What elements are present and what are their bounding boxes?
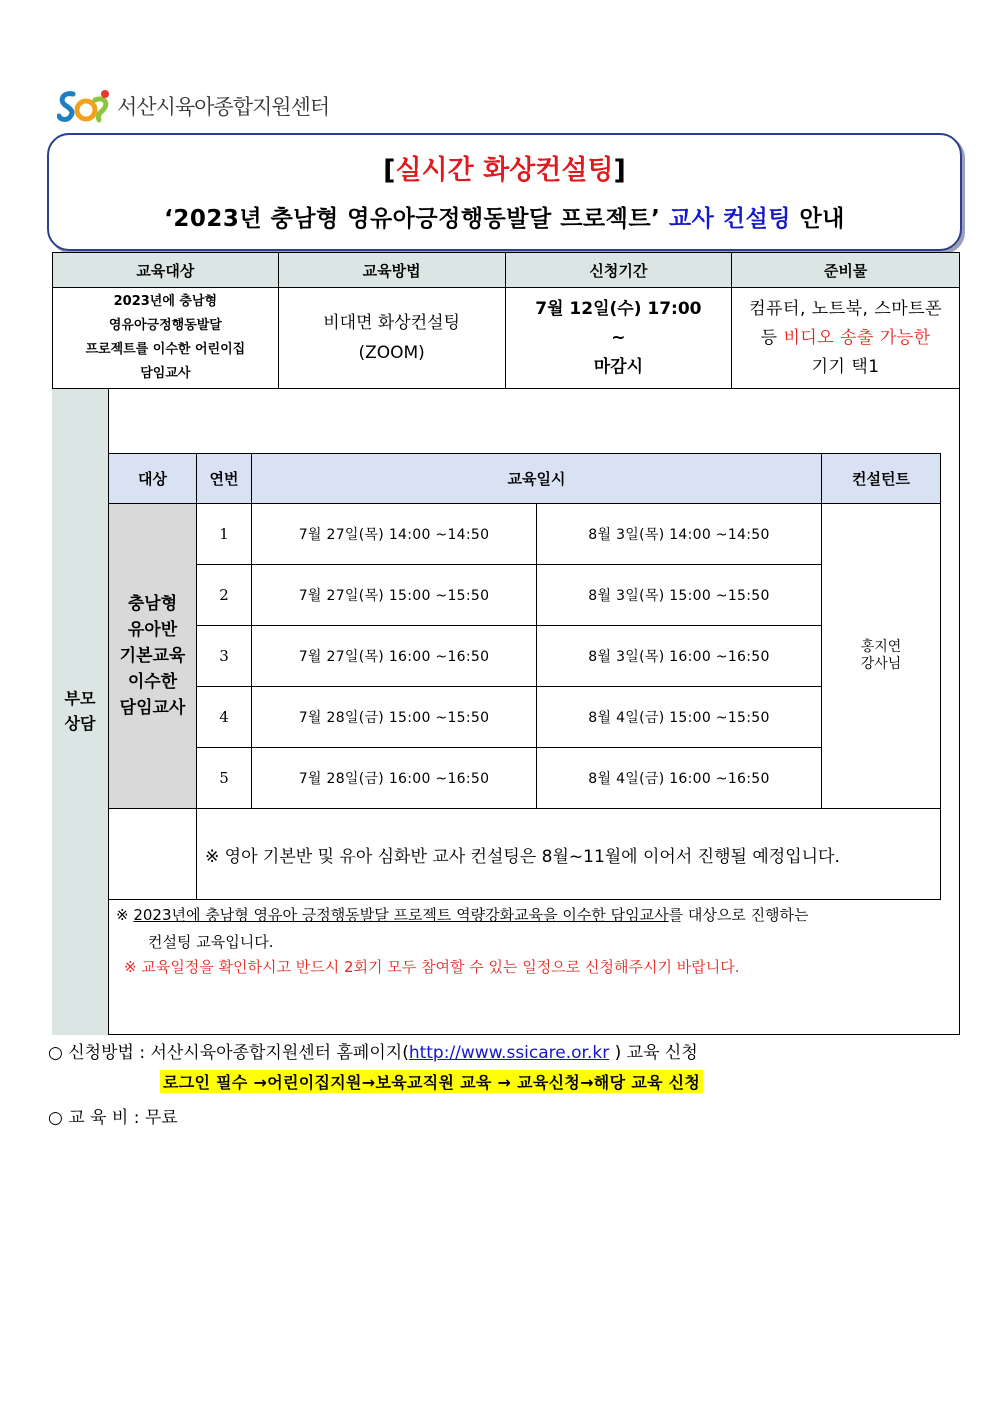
sched-group: [109, 504, 197, 809]
prep-line: [732, 324, 959, 353]
target-line: 프로젝트를 이수한 어린이집: [85, 342, 246, 357]
group-line: 이수한: [127, 672, 178, 692]
group-line: 충남형: [127, 594, 178, 614]
org-logo: [57, 88, 329, 124]
sched-header-datetime: 교육일시: [252, 454, 822, 504]
homepage-link[interactable]: http://www.ssicare.or.kr: [408, 1043, 610, 1063]
consultant-line: 강사님: [860, 656, 902, 672]
page-subtitle: [47, 200, 962, 233]
info-header-target: 교육대상: [53, 253, 279, 288]
sched-date2: 8월 4일(금) 16:00 ~16:50: [537, 748, 822, 809]
title-main: 실시간 화상컨설팅: [395, 155, 614, 186]
prep-highlight: 비디오 송출 가능한: [783, 327, 931, 348]
sched-date2: 8월 4일(금) 15:00 ~15:50: [537, 687, 822, 748]
schedule-table: [108, 453, 941, 900]
subtitle-highlight: 교사 컨설팅: [668, 206, 791, 232]
sched-no: 4: [197, 687, 252, 748]
sched-no: 3: [197, 626, 252, 687]
sched-header-target: 대상: [109, 454, 197, 504]
education-fee: ○ 교 육 비 : 무료: [48, 1108, 178, 1128]
note-target: [116, 902, 956, 956]
info-header-method: 교육방법: [278, 253, 505, 288]
info-period: [505, 288, 732, 389]
info-header-prep: 준비물: [732, 253, 960, 288]
apply-steps: 로그인 필수 →어린이집지원→보육교직원 교육 → 교육신청→해당 교육 신청: [160, 1070, 703, 1093]
sched-notice-blank: [109, 809, 197, 900]
note-underline: 2023년에 충남형 영유아 긍정행동발달 프로젝트 역량강화교육을 이수한 담임교사: [133, 906, 669, 924]
sched-date1: 7월 27일(목) 16:00 ~16:50: [252, 626, 537, 687]
sched-notice: ※ 영아 기본반 및 유아 심화반 교사 컨설팅은 8월~11월에 이어서 진행될 예정입니다.: [197, 809, 941, 900]
sched-no: 2: [197, 565, 252, 626]
sched-no: 5: [197, 748, 252, 809]
side-label-line: 상담: [64, 714, 96, 733]
note-mark: ※: [116, 906, 134, 924]
sched-header-consultant: 컨설턴트: [822, 454, 941, 504]
sched-date2: 8월 3일(목) 15:00 ~15:50: [537, 565, 822, 626]
apply-method: [48, 1038, 698, 1063]
period-line: 7월 12일(수) 17:00: [535, 298, 702, 319]
period-line: ~: [611, 327, 626, 348]
method-line: 비대면 화상컨설팅: [323, 313, 460, 333]
subtitle-main: ‘2023년 충남형 영유아긍정행동발달 프로젝트’: [164, 206, 661, 232]
apply-method-label: ○ 신청방법 : 서산시육아종합지원센터 홈페이지(: [48, 1043, 409, 1063]
sched-date1: 7월 27일(목) 14:00 ~14:50: [252, 504, 537, 565]
note-warning: ※ 교육일정을 확인하시고 반드시 2회기 모두 참여할 수 있는 일정으로 신청해주시기 바랍니다.: [124, 958, 740, 976]
page-title: [47, 148, 962, 187]
target-line: 영유아긍정행동발달: [108, 318, 222, 333]
method-line: (ZOOM): [358, 343, 425, 363]
info-method: [278, 288, 505, 389]
note-suffix: 를 대상으로 진행하는: [668, 906, 809, 924]
sched-consultant: [822, 504, 941, 809]
prep-line: 기기 택1: [811, 356, 880, 377]
info-header-period: 신청기간: [505, 253, 732, 288]
info-target: [53, 288, 279, 389]
sched-date1: 7월 27일(목) 15:00 ~15:50: [252, 565, 537, 626]
side-label: [52, 686, 108, 736]
subtitle-end: 안내: [799, 206, 845, 232]
info-prep: [732, 288, 960, 389]
period-line: 마감시: [593, 356, 644, 377]
info-table: [52, 252, 960, 389]
org-logo-icon: [57, 88, 111, 124]
group-line: 담임교사: [119, 698, 186, 718]
sched-date1: 7월 28일(금) 15:00 ~15:50: [252, 687, 537, 748]
group-line: 기본교육: [119, 646, 186, 666]
apply-method-suffix: ) 교육 신청: [609, 1043, 698, 1063]
title-bracket-close: ]: [613, 155, 626, 186]
note-line: 컨설팅 교육입니다.: [148, 933, 274, 951]
target-line: 담임교사: [140, 366, 191, 381]
group-line: 유아반: [127, 620, 178, 640]
sched-date1: 7월 28일(금) 16:00 ~16:50: [252, 748, 537, 809]
sched-date2: 8월 3일(목) 14:00 ~14:50: [537, 504, 822, 565]
sched-no: 1: [197, 504, 252, 565]
target-line: 2023년에 충남형: [113, 294, 218, 309]
consultant-line: 홍지연: [860, 639, 902, 655]
note-line: [116, 902, 956, 929]
sched-date2: 8월 3일(목) 16:00 ~16:50: [537, 626, 822, 687]
title-bracket-open: [: [383, 155, 396, 186]
org-name: 서산시육아종합지원센터: [117, 95, 330, 119]
prep-text: 등: [760, 327, 778, 348]
sched-header-no: 연번: [197, 454, 252, 504]
prep-line: 컴퓨터, 노트북, 스마트폰: [749, 298, 943, 319]
side-label-line: 부모: [64, 689, 96, 708]
